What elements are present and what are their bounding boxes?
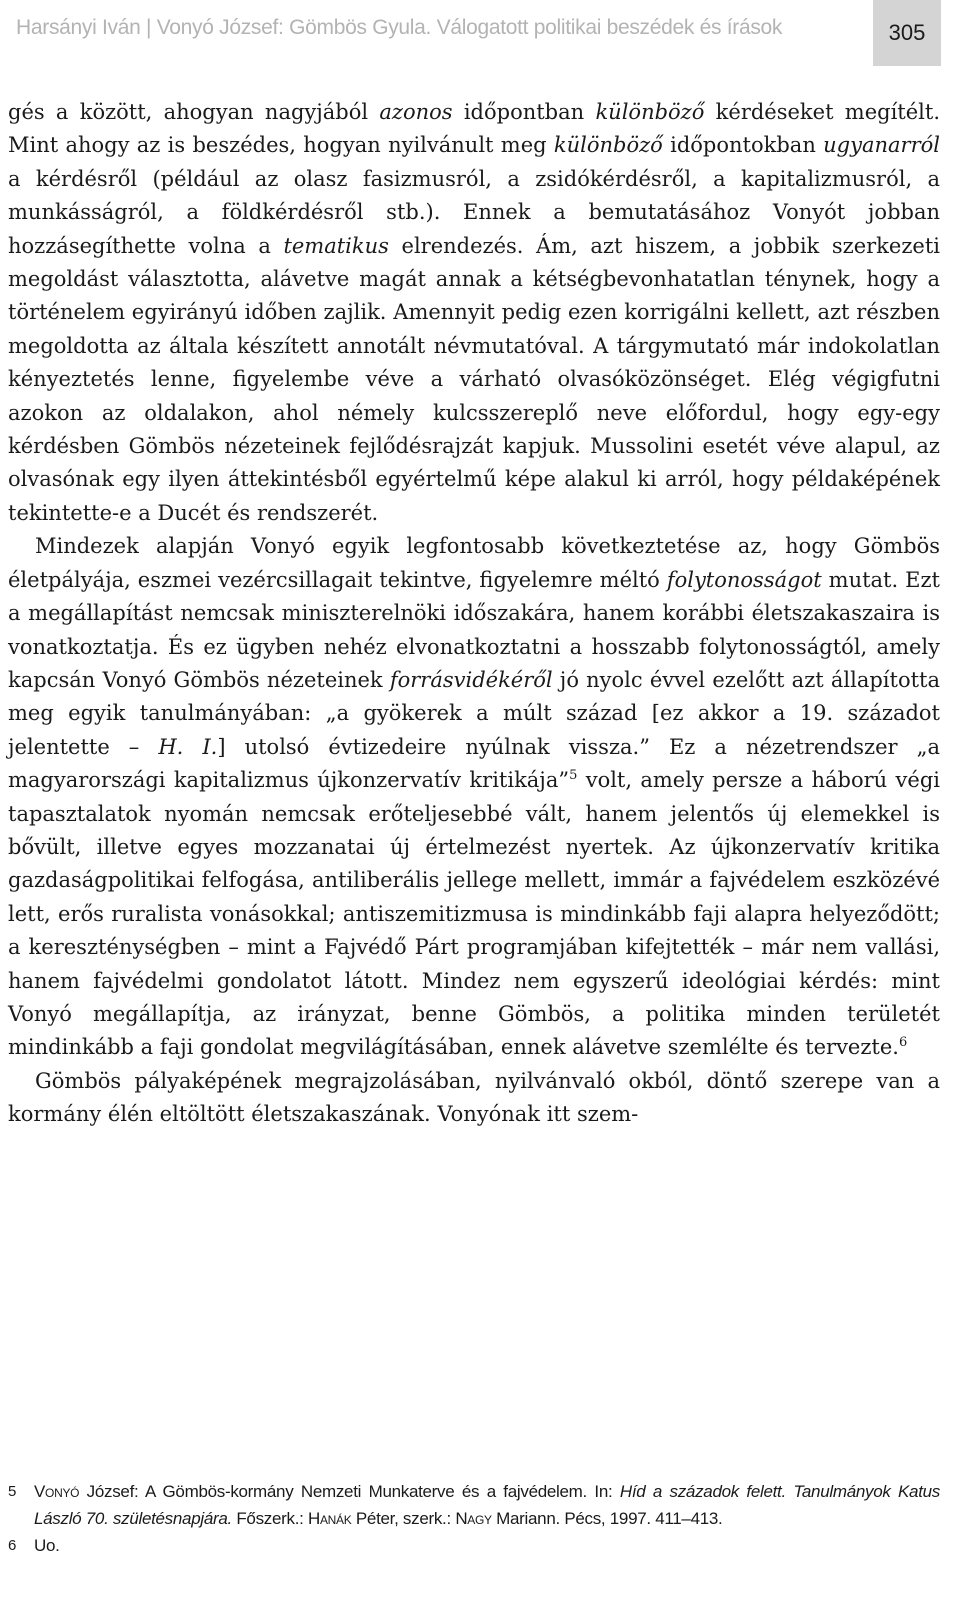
italic-text: azonos <box>379 100 453 124</box>
text-run: időpontokban <box>662 133 824 158</box>
text-run: a kérdésről (például az olasz fasizmusról, a zsidókérdésről, a kapitalizmusról, a munkásságról, a földkérdésről stb.). Ennek a bemutatásához Vonyót jobban hozzásegíthette volna a <box>8 166 940 258</box>
text-run: Mariann. Pécs, 1997. 411–413. <box>491 1509 723 1528</box>
italic-text: Híd a századok felett. Tanulmányok Katus László 70. születésnapjára. <box>34 1482 940 1528</box>
text-run: volt, amely persze a háború végi tapasztalatok nyomán nemcsak erőteljesebbé vált, hanem jelentős új elemekkel is bővült, illetve egyes mozzanatai új értelmezést nyertek. Az újkonzervatív kritika gazdaságpolitikai felfogása, antiliberális jellege mellett, immár a fajvédelem eszközévé lett, erős ruralista vonásokkal; antiszemitizmusa is mindinkább faji alapra helyeződött; a kereszténységben – mint a Fajvédő Párt programjában kifejtették – már nem vallási, hanem fajvédelmi gondolatot látott. Mindez nem egyszerű ideológiai kérdés: mint Vonyó megállapítja, az irányzat, benne Gömbös, a politika minden területét mindinkább a faji gondolat megvilágításában, ennek alávetve szemlélte és tervezte. <box>8 768 940 1060</box>
author-name: Vonyó <box>34 1482 80 1501</box>
text-run: mutat. Ezt a megállapítást nemcsak miniszterelnöki időszakára, hanem korábbi életszakaszaira is vonatkoztatja. És ez ügyben nehéz elvonatkoztatni a hosszabb folytonosságtól, amely kapcsán Vonyó Gömbös nézeteinek <box>8 567 940 692</box>
text-run: Mindezek alapján Vonyó egyik legfontosabb következtetése az, hogy Gömbös életpályája, eszmei vezércsillagait tekintve, figyelemre méltó <box>8 534 940 592</box>
footnote-number: 5 <box>8 1483 17 1500</box>
text-run: Uo. <box>34 1536 60 1555</box>
paragraph <box>8 1065 940 1132</box>
text-run: jó nyolc évvel ezelőtt azt állapította meg egyik tanulmányában: „a gyökerek a múlt század [ez akkor a 19. századot jelentette – <box>8 667 940 759</box>
italic-text: ugyanarról <box>823 133 940 158</box>
text-run: Gömbös pályaképének megrajzolásában, nyilvánvaló okból, döntő szerepe van a kormány élén eltöltött életszakaszának. Vonyónak itt szem- <box>8 1068 940 1127</box>
author-name: Nagy <box>455 1509 492 1528</box>
footnote-number: 6 <box>8 1537 17 1554</box>
text-run: elrendezés. Ám, azt hiszem, a jobbik szerkezeti megoldást választotta, alávetve magát annak a kétségbevonhatatlan ténynek, hogy a történelem egyirányú időben zajlik. Amennyit pedig ezen korrigálni kellett, azt részben megoldotta az általa készített annotált névmutatóval. A tárgymutató már indokolatlan kényeztetés lenne, figyelembe véve a várható olvasóközönséget. Elég végigfutni azokon az oldalakon, ahol némely kulcsszereplő neve előfordul, hogy egy-egy kérdésben Gömbös nézeteinek fejlődésrajzát kapjuk. Mussolini esetét véve alapul, az olvasónak egy ilyen áttekintésből egyértelmű képe alakul ki arról, hogy példaképének tekintette-e a Ducét és rendszerét. <box>8 233 940 525</box>
text-run: időpontban <box>452 100 596 124</box>
italic-text: folytonosságot <box>666 567 822 592</box>
paragraph <box>8 530 940 1065</box>
italic-text: tematikus <box>283 233 389 258</box>
author-name: Hanák <box>307 1509 352 1528</box>
footnote <box>8 1532 940 1559</box>
italic-text: különböző <box>595 100 705 124</box>
footnote-ref: 6 <box>898 1035 908 1051</box>
text-run: Péter, szerk.: <box>351 1509 456 1528</box>
footnote-text <box>34 1532 940 1559</box>
text-run: ] utolsó évtizedeire nyúlnak vissza.” Ez a nézetrendszer „a magyarországi kapitalizmus újkonzervatív kritikája” <box>8 734 941 793</box>
italic-text: forrásvidékéről <box>389 667 553 692</box>
page-header <box>0 0 960 66</box>
italic-text: H. I. <box>158 734 218 759</box>
footnotes <box>8 1478 940 1559</box>
italic-text: különböző <box>553 133 663 158</box>
paragraph <box>8 96 940 530</box>
text-run: kérdéseket megítélt. Mint ahogy az is beszédes, hogyan nyilvánult meg <box>8 100 940 158</box>
text-run: József: A Gömbös-kormány Nemzeti Munkaterve és a fajvédelem. In: <box>79 1482 620 1501</box>
page-number: 305 <box>873 0 941 66</box>
running-head: Harsányi Iván | Vonyó József: Gömbös Gyula. Válogatott politikai beszédek és írások <box>16 16 783 39</box>
footnote-ref: 5 <box>569 768 578 784</box>
body-text <box>8 96 940 1132</box>
text-run: Főszerk.: <box>231 1509 308 1528</box>
text-run: gés a között, ahogyan nagyjából <box>8 100 380 124</box>
footnote-text <box>34 1478 940 1532</box>
footnote <box>8 1478 940 1532</box>
